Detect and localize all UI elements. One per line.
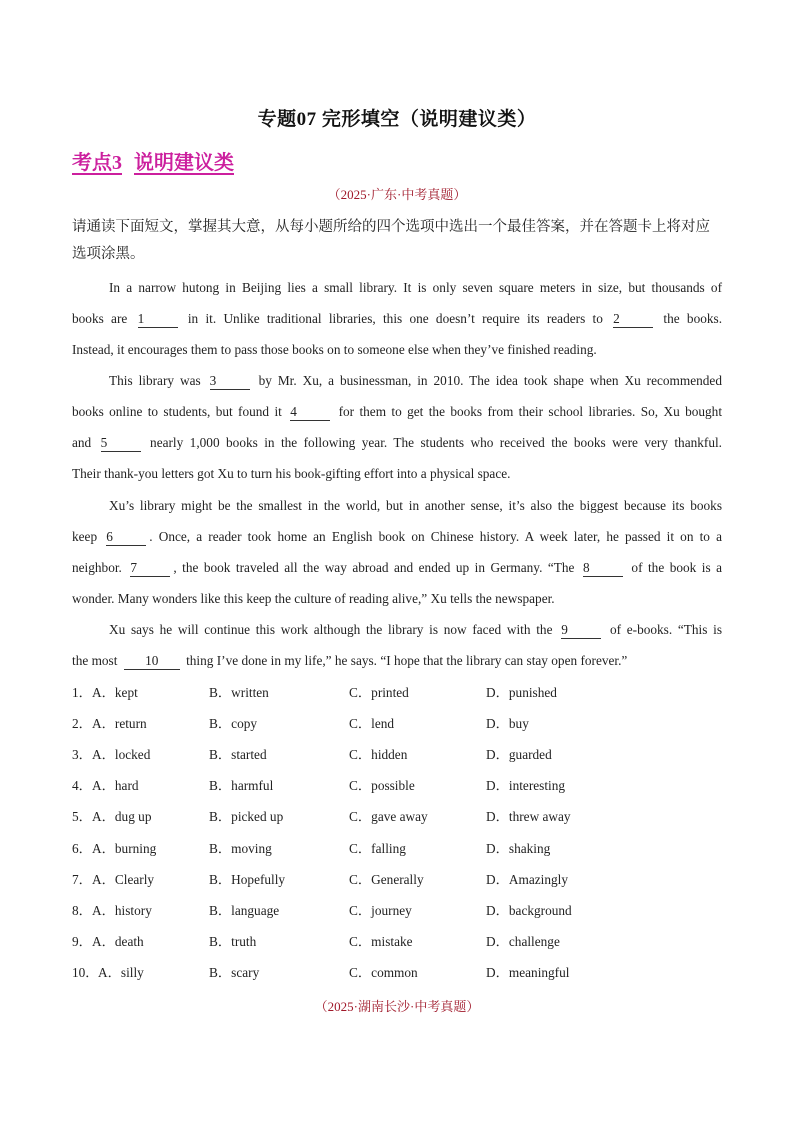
passage-line: Their thank-you letters got Xu to turn his book-gifting effort into a physical space. — [72, 466, 511, 481]
section-label: 考点3 — [72, 152, 122, 174]
blank-3: 3 — [210, 373, 250, 390]
instructions: 请通读下面短文，掌握其大意，从每小题所给的四个选项中选出一个最佳答案，并在答题卡上将对应选项涂黑。 — [72, 219, 710, 262]
blank-1: 1 — [138, 311, 178, 328]
blank-4: 4 — [290, 404, 330, 421]
passage-line: neighbor. 7 , the book traveled all the way abroad and ended up in Germany. “The 8 of the book is a — [72, 560, 723, 575]
passage-line: In a narrow hutong in Beijing lies a small library. It is only seven square meters in size, but thousands of — [109, 280, 722, 295]
source-citation: （2025·广东·中考真题） — [327, 187, 467, 202]
blank-2: 2 — [613, 311, 653, 328]
passage-line: Xu says he will continue this work although the library is now faced with the 9 of e-books. “This is — [109, 622, 723, 637]
blank-6: 6 — [106, 529, 146, 546]
blank-9: 9 — [561, 622, 601, 639]
passage-line: Xu’s library might be the smallest in the world, but in another sense, it’s also the biggest because its books — [109, 498, 722, 513]
source-citation: （2025·湖南长沙·中考真题） — [314, 999, 480, 1014]
passage-line: keep 6 . Once, a reader took home an English book on Chinese history. A week later, he passed it on to a — [72, 529, 722, 544]
blank-8: 8 — [583, 560, 623, 577]
passage-line: This library was 3 by Mr. Xu, a businessman, in 2010. The idea took shape when Xu recommended — [109, 373, 722, 388]
document-page: 专题07 完形填空（说明建议类） 考点3 说明建议类 （2025·广东·中考真题） 请通读下面短文，掌握其大意，从每小题所给的四个选项中选出一个最佳答案，并在答题卡上将对应选项涂黑。 In a narrow hutong in Beijing lies a small library. It is only seven square meters in size, but thousands of books are 1 in it. Unlike traditional libraries, this one doesn’t require its readers to 2 the books. Instead, it encourages them to pass those books on to someone else when they’ve finished reading. This library was 3 by Mr. Xu, a businessman, in 2010. The idea took shape when Xu recommended books online to students, but found it 4 for them to get the books from their school libraries. So, Xu bought and 5 nearly 1,000 books in the following year. The students who received the books were very thankful. Their thank-you letters got Xu to turn his book-gifting effort into a physical space. Xu’s library might be the smallest in the world, but in another sense, it’s also the biggest because its books keep 6 . Once, a reader took home an English book on Chinese history. A week later, he passed it on to a neighbor. 7 , the book traveled all the way abroad and ended up in Germany. “The 8 of the book is a wonder. Many wonders like this keep the culture of reading alive,” Xu tells the newspaper. Xu says he will continue this work although the library is now faced with the 9 of e-books. “This is the most 10 thing I’ve done in my life,” he says. “I hope that the library can stay open forever.” 1． A．kept B．written C．printed D．punished 2． A．return B．copy C．lend D．buy 3． A．locked B．started C．hidden D．guarded 4． A．hard B．harmful C．possible D．interesting 5． A．dug up B．picked up C．gave away D．threw away 6． A．burning B．moving C．falling D．shaking 7． A．Clearly B．Hopefully C．Generally D．Amazingly 8． A．history B．language C．journey D．background 9． A．death B．truth C．mistake D．challenge 10． A．silly B．scary C．common D．meaningful （2025·湖南长沙·中考真题） — [0, 0, 794, 1123]
blank-10: 10 — [124, 653, 180, 670]
page-title: 专题07 完形填空（说明建议类） — [257, 109, 537, 130]
blank-5: 5 — [101, 435, 141, 452]
passage-line: books online to students, but found it 4 for them to get the books from their school libraries. So, Xu bought — [72, 404, 723, 419]
blank-7: 7 — [130, 560, 170, 577]
passage-line: wonder. Many wonders like this keep the culture of reading alive,” Xu tells the newspaper. — [72, 591, 555, 606]
passage-line: and 5 nearly 1,000 books in the following year. The students who received the books were very thankful. — [72, 435, 723, 450]
passage-line: the most 10 thing I’ve done in my life,” he says. “I hope that the library can stay open forever.” — [72, 653, 628, 668]
passage-line: books are 1 in it. Unlike traditional libraries, this one doesn’t require its readers to 2 the books. — [72, 311, 723, 326]
passage-line: Instead, it encourages them to pass those books on to someone else when they’ve finished reading. — [72, 342, 597, 357]
section-heading — [72, 146, 246, 175]
section-name: 说明建议类 — [134, 152, 234, 174]
